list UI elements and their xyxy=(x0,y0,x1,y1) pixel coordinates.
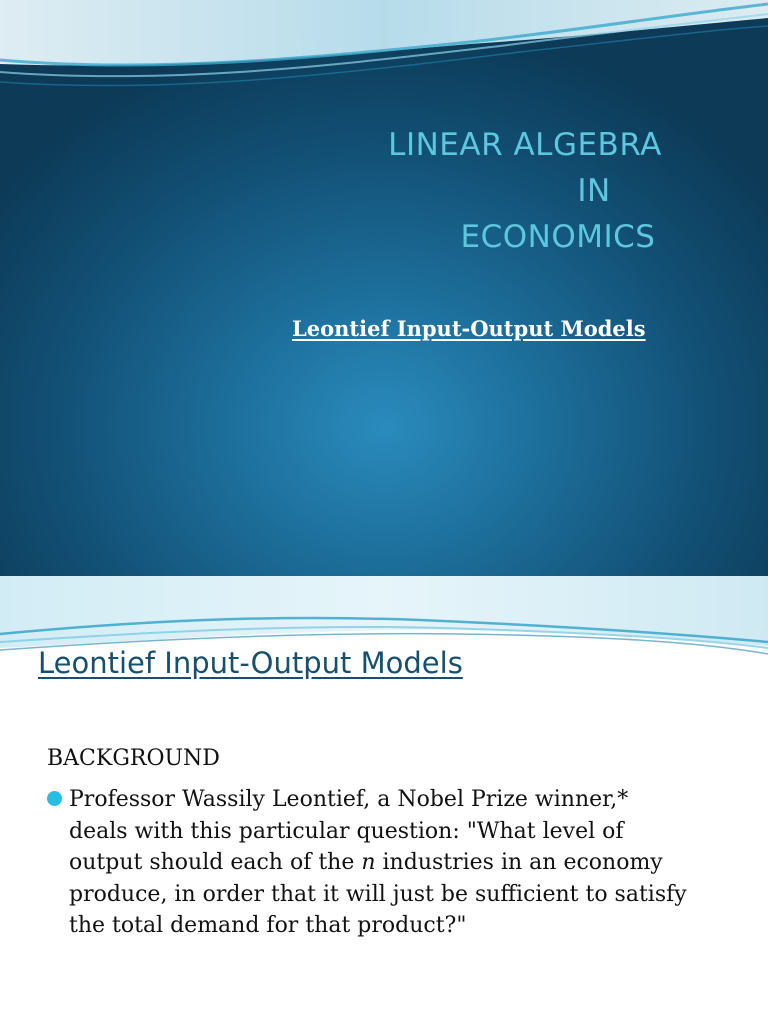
bullet-line-3-post: industries in an economy xyxy=(375,850,663,875)
bullet-line-2-text: deals with this particular question: "What level of xyxy=(69,818,624,844)
title-line-3: ECONOMICS xyxy=(460,219,656,255)
bullet-line-5: the total demand for that product?" xyxy=(69,913,467,938)
content-slide xyxy=(0,576,768,1024)
background-heading: BACKGROUND xyxy=(47,746,220,771)
bullet-icon xyxy=(47,791,62,806)
title-line-1: LINEAR ALGEBRA xyxy=(388,127,662,163)
bullet-line-3-pre: output should each of the xyxy=(69,850,362,875)
title-line-2: IN xyxy=(577,173,611,209)
bullet-text xyxy=(69,784,737,942)
bullet-line-2 xyxy=(69,816,737,848)
bullet-item xyxy=(47,784,737,942)
bullet-line-1: Professor Wassily Leontief, a Nobel Prize winner,* xyxy=(69,787,629,812)
variable-n: n xyxy=(361,850,376,875)
bullet-line-3 xyxy=(69,847,737,879)
bullet-line-4: produce, in order that it will just be sufficient to satisfy xyxy=(69,881,687,907)
slide-2-title: Leontief Input-Output Models xyxy=(38,646,463,680)
slide-subtitle: Leontief Input-Output Models xyxy=(292,316,646,341)
slide-title xyxy=(300,122,720,260)
